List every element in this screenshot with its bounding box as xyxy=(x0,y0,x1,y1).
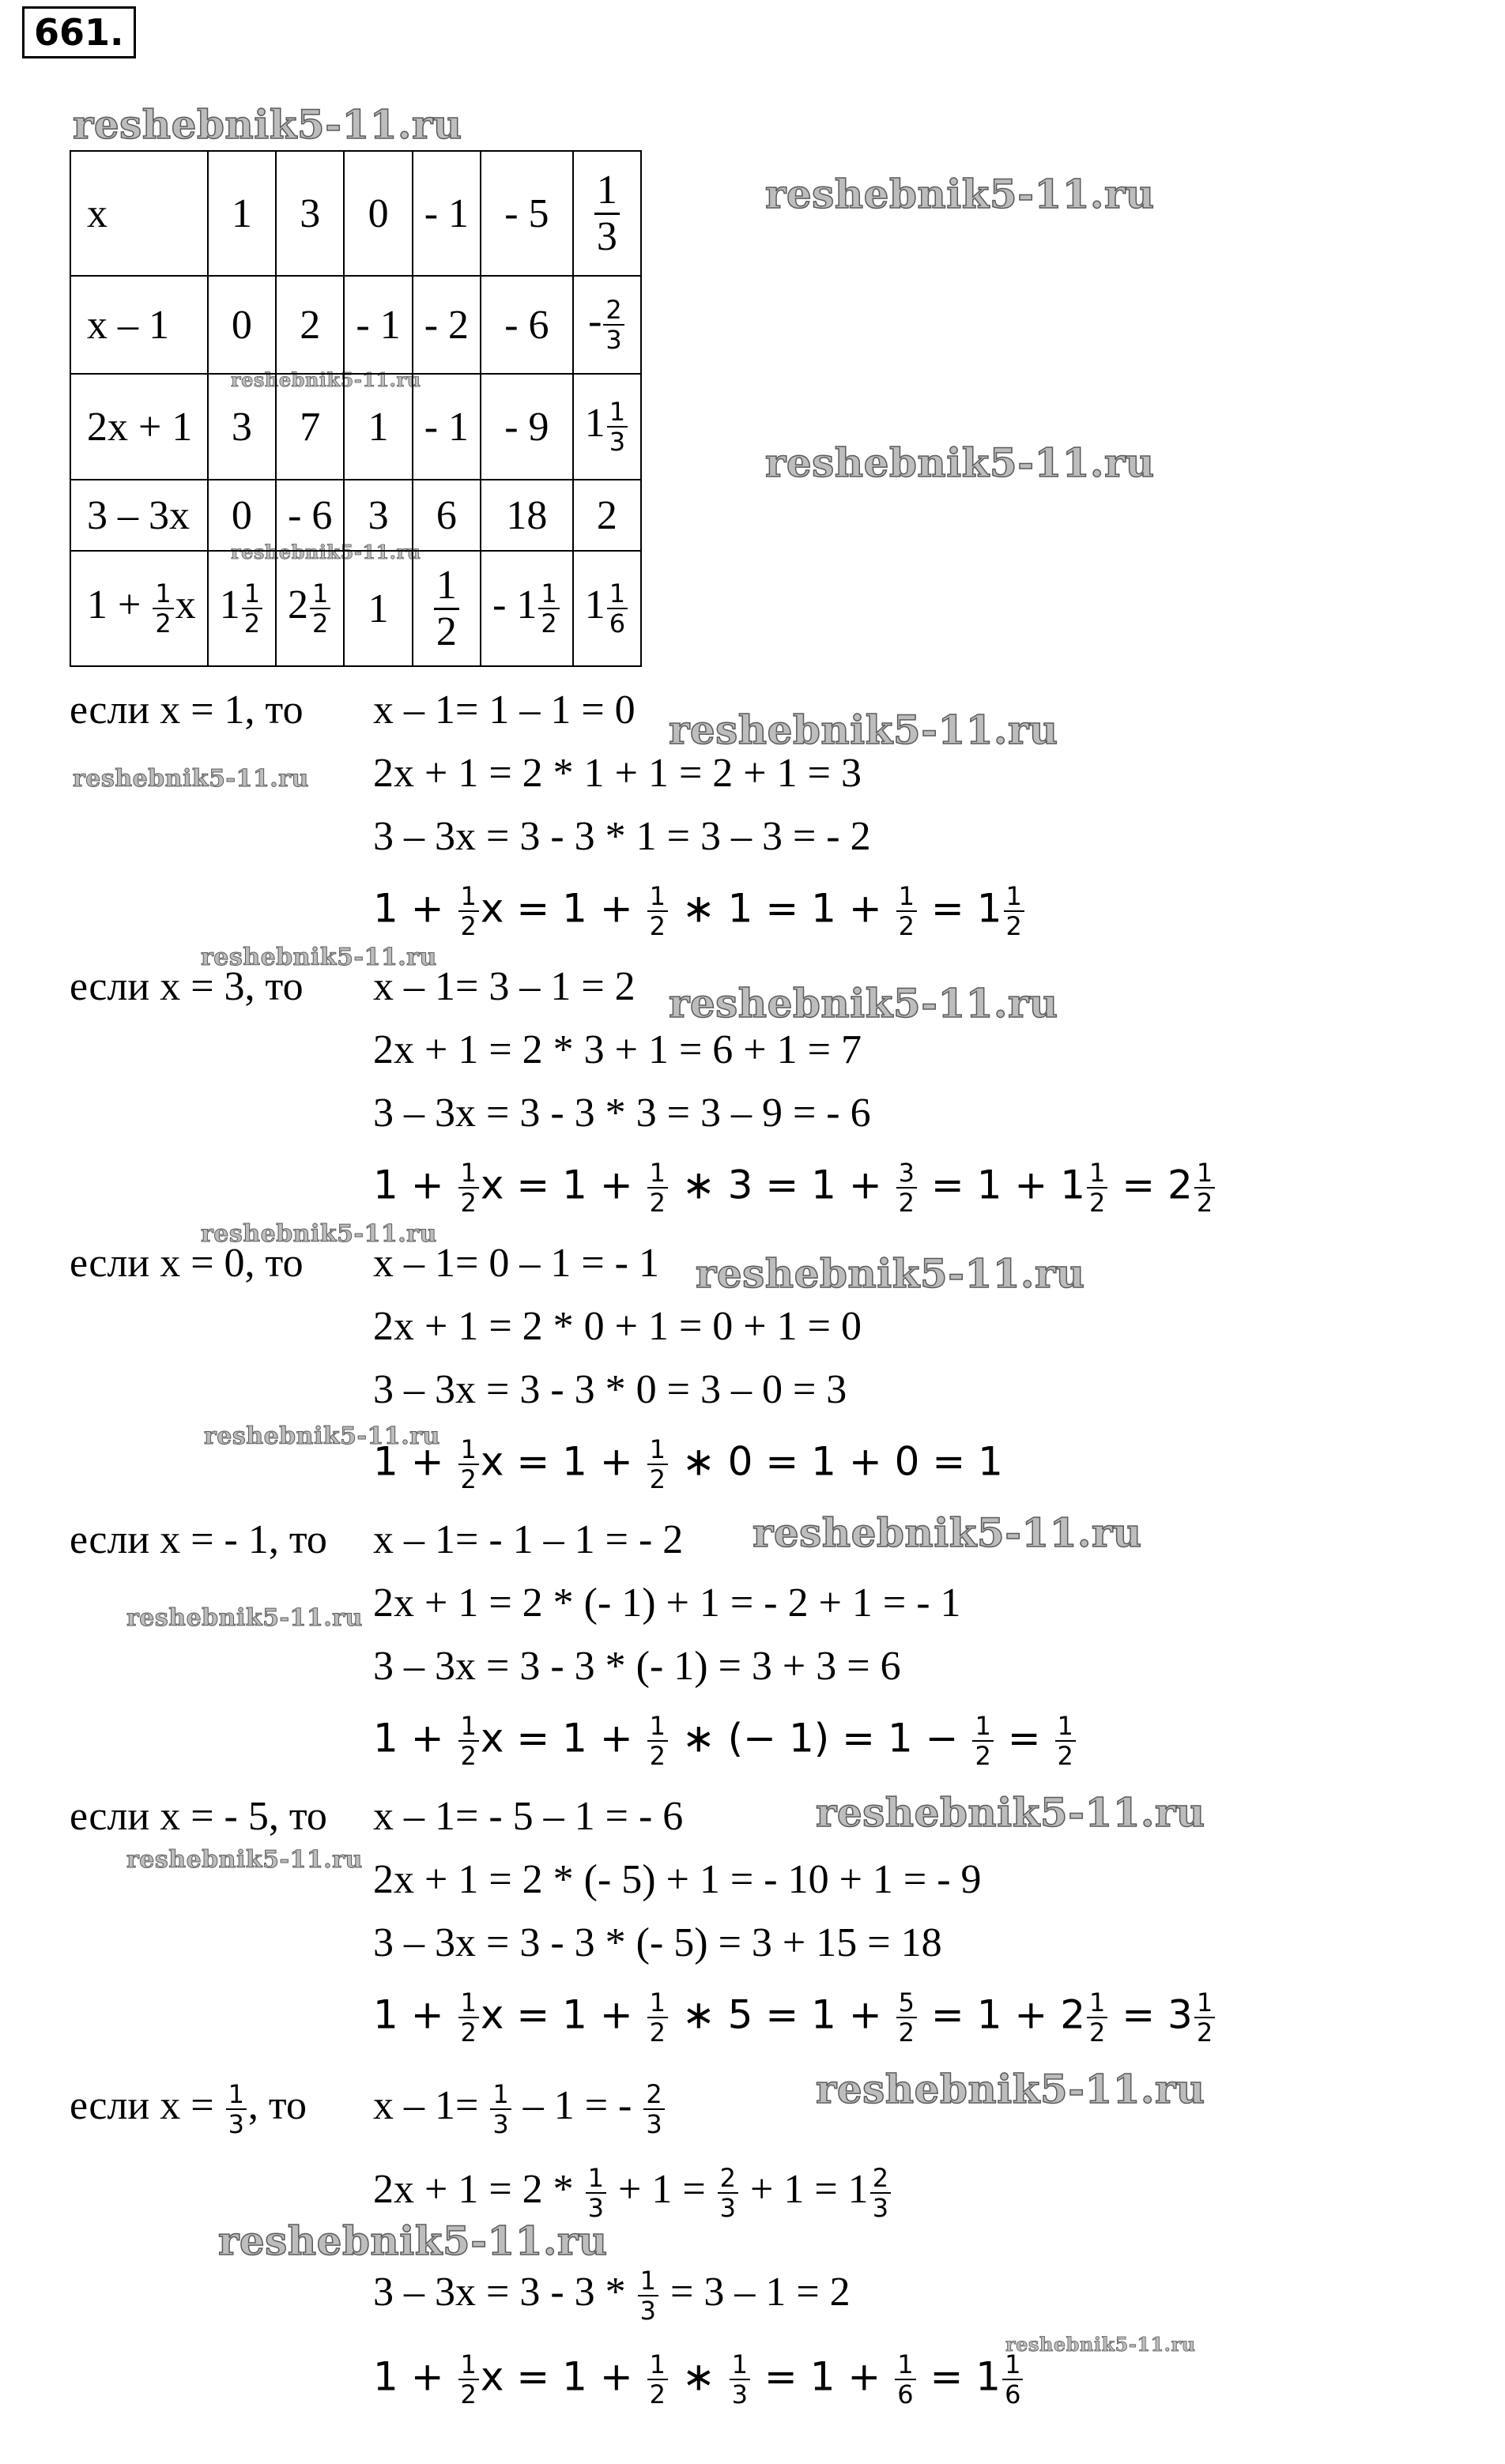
denominator: 2 xyxy=(898,911,915,941)
task-number-dot: . xyxy=(110,11,124,54)
fraction xyxy=(607,397,628,457)
equation-line: x – 1= 3 – 1 = 2 xyxy=(373,964,636,1009)
fraction xyxy=(603,295,624,355)
numerator: 1 xyxy=(896,883,917,912)
watermark: reshebnik5-11.ru xyxy=(816,1789,1205,1836)
fraction xyxy=(458,1713,479,1769)
denominator: 2 xyxy=(1057,1741,1073,1771)
condition-text: если x = 3, то xyxy=(70,964,304,1009)
table-row xyxy=(70,374,641,480)
table-cell: - 6 xyxy=(276,480,344,551)
numerator: 1 xyxy=(242,581,262,609)
denominator: 2 xyxy=(1196,2018,1213,2048)
numerator: 1 xyxy=(586,2165,606,2194)
equation-line: 1 + $\frac{1}{2}$ x = 1 + $\frac{1}{2}$ ∗ 3 = 1 + $\frac{3}{2}$ = 1 + 1 $\frac{1}{2}$ = 2 $\frac{1}{2}$ xyxy=(373,1160,1216,1215)
fraction xyxy=(647,883,668,939)
numerator: 1 xyxy=(458,1990,479,2018)
equation-line: 2x + 1 = 2 * 3 + 1 = 6 + 1 = 7 xyxy=(373,1027,862,1072)
fraction xyxy=(647,1158,668,1218)
table-cell: - $\frac{2}{3}$ xyxy=(573,276,641,374)
numerator: 1 xyxy=(730,2352,750,2380)
denominator: 2 xyxy=(436,608,457,654)
watermark: reshebnik5-11.ru xyxy=(73,101,462,148)
row-label: 2x + 1 xyxy=(70,374,208,480)
table-cell: 3 xyxy=(344,480,412,551)
fraction xyxy=(1194,1987,1215,2048)
table-row xyxy=(70,276,641,374)
denominator: 6 xyxy=(609,608,626,639)
equation-line: 1 + $\frac{1}{2}$ x = 1 + $\frac{1}{2}$ ∗ 0 = 1 + 0 = 1 xyxy=(373,1434,1003,1494)
values-table xyxy=(70,150,642,667)
condition-text: если x = 1, то xyxy=(70,688,304,733)
equation-line: 2x + 1 = 2 * 0 + 1 = 0 + 1 = 0 xyxy=(373,1304,862,1349)
denominator: 2 xyxy=(649,1464,666,1494)
task-number-box xyxy=(22,6,136,58)
numerator: 1 xyxy=(458,2352,479,2380)
denominator: 3 xyxy=(228,2109,244,2140)
fraction xyxy=(895,2349,915,2409)
numerator: 1 xyxy=(1055,1713,1076,1742)
denominator: 2 xyxy=(460,1188,477,1218)
table-cell: 0 xyxy=(208,276,276,374)
denominator: 2 xyxy=(1196,1188,1213,1218)
numerator: 1 xyxy=(1002,2352,1023,2380)
table-cell: - 1 $\frac{1}{2}$ xyxy=(481,551,573,666)
fraction xyxy=(638,2266,658,2326)
table-row xyxy=(70,480,641,551)
row-label: x – 1 xyxy=(70,276,208,374)
watermark: reshebnik5-11.ru xyxy=(126,1604,363,1632)
denominator: 2 xyxy=(460,1741,477,1771)
denominator: 2 xyxy=(1089,2018,1106,2048)
denominator: 2 xyxy=(541,608,557,639)
numerator: 1 xyxy=(1004,883,1024,912)
table-cell xyxy=(573,151,641,276)
equation-line: x – 1= 1 – 1 = 0 xyxy=(373,688,636,733)
table-cell: - 6 xyxy=(481,276,573,374)
numerator: 1 xyxy=(638,2268,658,2296)
watermark: reshebnik5-11.ru xyxy=(126,1846,363,1874)
numerator: 1 xyxy=(153,581,173,609)
fraction xyxy=(458,1434,479,1494)
watermark: reshebnik5-11.ru xyxy=(73,765,309,793)
condition-text: если x = - 1, то xyxy=(70,1517,327,1562)
condition-text: если x = 0, то xyxy=(70,1241,304,1286)
equation-line: x – 1= $\frac{1}{3}$ – 1 = - $\frac{2}{3}$ xyxy=(373,2082,666,2137)
table-cell: 1 $\frac{1}{3}$ xyxy=(573,374,641,480)
numerator: 1 xyxy=(458,1160,479,1189)
fraction xyxy=(434,562,459,654)
denominator: 2 xyxy=(898,1188,915,1218)
numerator: 1 xyxy=(607,581,628,609)
denominator: 2 xyxy=(460,1464,477,1494)
denominator: 2 xyxy=(975,1741,991,1771)
numerator: 2 xyxy=(643,2082,664,2110)
fraction xyxy=(458,1987,479,2048)
numerator: 1 xyxy=(647,1160,668,1189)
equation-line: 2x + 1 = 2 * (- 1) + 1 = - 2 + 1 = - 1 xyxy=(373,1581,961,1626)
denominator: 2 xyxy=(243,608,261,639)
fraction xyxy=(647,1713,668,1769)
table-cell: - 2 xyxy=(413,276,481,374)
watermark: reshebnik5-11.ru xyxy=(696,1250,1085,1297)
watermark: reshebnik5-11.ru xyxy=(765,171,1155,217)
fraction xyxy=(1087,1158,1107,1218)
denominator: 6 xyxy=(897,2379,914,2409)
fraction xyxy=(310,578,330,639)
table-row xyxy=(70,551,641,666)
watermark: reshebnik5-11.ru xyxy=(752,1509,1142,1556)
numerator: 2 xyxy=(603,297,624,326)
denominator: 3 xyxy=(719,2193,737,2224)
fraction xyxy=(458,1158,479,1218)
table-cell: 3 xyxy=(208,374,276,480)
fraction xyxy=(607,578,628,639)
numerator: 1 xyxy=(434,565,459,610)
fraction xyxy=(718,2163,738,2224)
table-cell: - 5 xyxy=(481,151,573,276)
numerator: 1 xyxy=(594,170,620,215)
watermark: reshebnik5-11.ru xyxy=(816,2066,1205,2112)
table-row xyxy=(70,151,641,276)
numerator: 1 xyxy=(226,2082,247,2110)
equation-line: 3 – 3x = 3 - 3 * (- 1) = 3 + 3 = 6 xyxy=(373,1644,901,1689)
numerator: 1 xyxy=(647,1437,668,1465)
table-cell: 7 xyxy=(276,374,344,480)
equation-line: 1 + $\frac{1}{2}$ x = 1 + $\frac{1}{2}$ ∗ 5 = 1 + $\frac{5}{2}$ = 1 + 2 $\frac{1}{2}$ = 3 $\frac{1}{2}$ xyxy=(373,1990,1216,2045)
table-cell: 1 xyxy=(208,151,276,276)
watermark: reshebnik5-11.ru xyxy=(669,980,1058,1027)
table-cell: - 9 xyxy=(481,374,573,480)
denominator: 2 xyxy=(460,2379,477,2409)
table-cell: 18 xyxy=(481,480,573,551)
numerator: 1 xyxy=(458,1437,479,1465)
equation-line: x – 1= - 5 – 1 = - 6 xyxy=(373,1794,684,1839)
fraction xyxy=(538,578,559,639)
equation-line: 2x + 1 = 2 * 1 + 1 = 2 + 1 = 3 xyxy=(373,751,862,796)
numerator: 2 xyxy=(718,2165,738,2194)
equation-line: 2x + 1 = 2 * $\frac{1}{3}$ + 1 = $\frac{2}{3}$ + 1 = 1 $\frac{2}{3}$ xyxy=(373,2165,892,2221)
denominator: 2 xyxy=(1005,911,1022,941)
fraction xyxy=(896,1987,917,2048)
fraction xyxy=(647,1987,668,2048)
table-cell: 0 xyxy=(344,151,412,276)
table-cell: - 1 xyxy=(344,276,412,374)
denominator: 3 xyxy=(639,2296,657,2326)
watermark: reshebnik5-11.ru xyxy=(201,1220,437,1248)
table-cell xyxy=(413,551,481,666)
numerator: 1 xyxy=(1194,1160,1215,1189)
numerator: 1 xyxy=(458,1713,479,1742)
fraction xyxy=(490,2079,511,2140)
fraction xyxy=(870,2163,891,2224)
denominator: 3 xyxy=(492,2109,509,2140)
table-cell: 3 xyxy=(276,151,344,276)
table-cell: 6 xyxy=(413,480,481,551)
fraction xyxy=(1004,883,1024,939)
equation-line: 2x + 1 = 2 * (- 5) + 1 = - 10 + 1 = - 9 xyxy=(373,1857,982,1902)
denominator: 2 xyxy=(898,2018,915,2048)
denominator: 3 xyxy=(731,2379,749,2409)
numerator: 1 xyxy=(647,2352,668,2380)
fraction xyxy=(586,2163,606,2224)
table-cell: 2 $\frac{1}{2}$ xyxy=(276,551,344,666)
fraction xyxy=(153,578,173,639)
fraction xyxy=(647,1434,668,1494)
fraction xyxy=(643,2079,664,2140)
condition-text: если x = - 5, то xyxy=(70,1794,327,1839)
fraction xyxy=(226,2079,247,2140)
table-cell: - 1 xyxy=(413,151,481,276)
table-cell: 1 $\frac{1}{6}$ xyxy=(573,551,641,666)
equation-line: 3 – 3x = 3 - 3 * $\frac{1}{3}$ = 3 – 1 = 2 xyxy=(373,2266,851,2326)
equation-line: 3 – 3x = 3 - 3 * 1 = 3 – 3 = - 2 xyxy=(373,814,871,859)
fraction xyxy=(647,2349,668,2409)
numerator: 1 xyxy=(490,2082,511,2110)
denominator: 2 xyxy=(460,2018,477,2048)
fraction xyxy=(1087,1987,1107,2048)
numerator: 1 xyxy=(607,399,628,428)
numerator: 1 xyxy=(1194,1990,1215,2018)
fraction xyxy=(458,2349,479,2409)
denominator: 3 xyxy=(609,427,626,457)
table-cell: 2 xyxy=(573,480,641,551)
equation-line: 1 + $\frac{1}{2}$ x = 1 + $\frac{1}{2}$ ∗ 1 = 1 + $\frac{1}{2}$ = 1 $\frac{1}{2}$ xyxy=(373,883,1026,939)
watermark: reshebnik5-11.ru xyxy=(231,368,421,391)
table-cell: 1 xyxy=(344,374,412,480)
table-cell: 2 xyxy=(276,276,344,374)
equation-line: x – 1= - 1 – 1 = - 2 xyxy=(373,1517,684,1562)
numerator: 1 xyxy=(647,883,668,912)
denominator: 2 xyxy=(649,911,666,941)
numerator: 1 xyxy=(1087,1160,1107,1189)
fraction xyxy=(1055,1713,1076,1769)
watermark: reshebnik5-11.ru xyxy=(765,439,1155,486)
fraction xyxy=(730,2349,750,2409)
watermark: reshebnik5-11.ru xyxy=(1005,2333,1196,2356)
watermark: reshebnik5-11.ru xyxy=(204,1422,440,1450)
numerator: 1 xyxy=(647,1990,668,2018)
watermark: reshebnik5-11.ru xyxy=(669,706,1058,753)
equation-line: 1 + $\frac{1}{2}$ x = 1 + $\frac{1}{2}$ ∗ (− 1) = 1 − $\frac{1}{2}$ = $\frac{1}{2}$ xyxy=(373,1713,1077,1769)
equation-line: 3 – 3x = 3 - 3 * 3 = 3 – 9 = - 6 xyxy=(373,1091,871,1136)
equation-line: 3 – 3x = 3 - 3 * 0 = 3 – 0 = 3 xyxy=(373,1367,847,1412)
watermark: reshebnik5-11.ru xyxy=(218,2217,608,2264)
denominator: 2 xyxy=(649,2379,666,2409)
row-label: 1 + $\frac{1}{2}$ x xyxy=(70,551,208,666)
numerator: 5 xyxy=(896,1990,917,2018)
equation-line: x – 1= 0 – 1 = - 1 xyxy=(373,1241,659,1286)
fraction xyxy=(1194,1158,1215,1218)
denominator: 2 xyxy=(460,911,477,941)
denominator: 3 xyxy=(872,2193,889,2224)
numerator: 1 xyxy=(895,2352,915,2380)
numerator: 2 xyxy=(870,2165,891,2194)
denominator: 2 xyxy=(649,1188,666,1218)
table-cell: 1 $\frac{1}{2}$ xyxy=(208,551,276,666)
fraction xyxy=(1002,2349,1023,2409)
watermark: reshebnik5-11.ru xyxy=(201,944,437,971)
fraction xyxy=(972,1713,993,1769)
denominator: 2 xyxy=(649,2018,666,2048)
row-label: 3 – 3x xyxy=(70,480,208,551)
table-cell: 1 xyxy=(344,551,412,666)
denominator: 3 xyxy=(646,2109,662,2140)
denominator: 6 xyxy=(1005,2379,1021,2409)
fraction xyxy=(458,883,479,939)
denominator: 2 xyxy=(1089,1188,1106,1218)
task-number: 661 xyxy=(34,11,111,54)
watermark: reshebnik5-11.ru xyxy=(231,541,421,563)
numerator: 1 xyxy=(1087,1990,1107,2018)
fraction xyxy=(242,578,262,639)
denominator: 3 xyxy=(605,325,622,355)
denominator: 2 xyxy=(649,1741,666,1771)
fraction xyxy=(594,167,620,259)
fraction xyxy=(896,1158,917,1218)
row-label: x xyxy=(70,151,208,276)
numerator: 1 xyxy=(538,581,559,609)
numerator: 1 xyxy=(310,581,330,609)
denominator: 2 xyxy=(155,608,172,639)
denominator: 3 xyxy=(596,213,617,259)
numerator: 1 xyxy=(458,883,479,912)
numerator: 1 xyxy=(647,1713,668,1742)
equation-line: 1 + $\frac{1}{2}$ x = 1 + $\frac{1}{2}$ ∗ $\frac{1}{3}$ = 1 + $\frac{1}{6}$ = 1 $\frac{1}{6}$ xyxy=(373,2352,1024,2407)
table-cell: 0 xyxy=(208,480,276,551)
numerator: 3 xyxy=(896,1160,917,1189)
denominator: 2 xyxy=(312,608,329,639)
denominator: 3 xyxy=(587,2193,605,2224)
fraction xyxy=(896,883,917,939)
numerator: 1 xyxy=(972,1713,993,1742)
equation-line: 3 – 3x = 3 - 3 * (- 5) = 3 + 15 = 18 xyxy=(373,1920,942,1965)
table-cell: - 1 xyxy=(413,374,481,480)
condition-text: если x = $\frac{1}{3}$ , то xyxy=(70,2079,307,2140)
